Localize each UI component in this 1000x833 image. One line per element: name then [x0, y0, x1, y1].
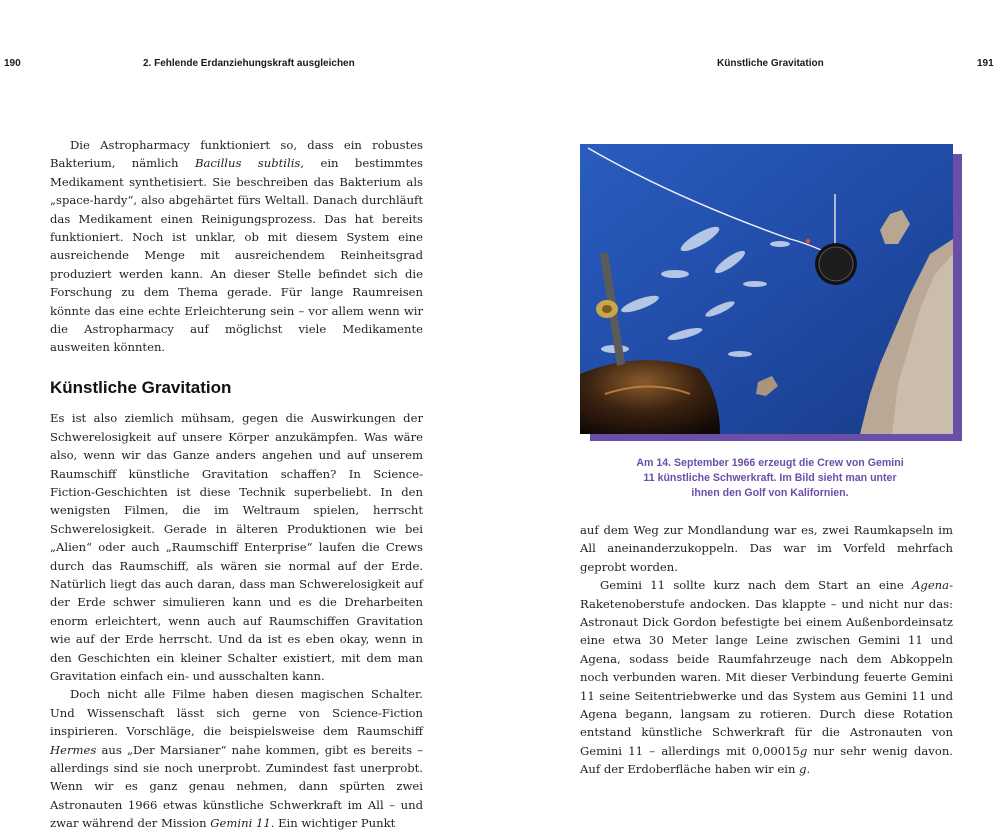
- paragraph-docking-goal: auf dem Weg zur Mondlandung war es, zwei Raumkapseln im All aneinanderzukoppeln. Das war im Vorfeld mehrfach geprobt worden.: [580, 523, 953, 574]
- paragraph-gemini-11: Gemini 11 sollte kurz nach dem Start an eine Agena-Raketenoberstufe andocken. Das klappte – und nicht nur das: Astronaut Dick Gordon befestigte bei einem Außenbordeinsatz eine etwa 30 Meter lange Leine zwischen Gemini 11 und Agena, sodass beide Raumfahrzeuge nach dem Abkoppeln noch verbunden waren. Mit dieser Verbindung feuerte Gemini 11 seine Seitentriebwerke und das System aus Gemini 11 und Agena begann, langsam zu rotieren. Durch diese Rotation entstand künstliche Schwerkraft für die Astronauten von Gemini 11 – allerdings mit 0,00015g nur sehr wenig davon. Auf der Erdoberfläche haben wir ein g.: [580, 578, 953, 777]
- paragraph-gemini-intro: Doch nicht alle Filme haben diesen magischen Schalter. Und Wissenschaft lässt sich gerne von Science-Fiction inspirieren. Vorschläge, die beispielsweise dem Raumschiff Hermes aus „Der Marsianer“ nahe kommen, gibt es bereits – allerdings sind sie noch unerprobt. Zumindest fast unerprobt. Wenn wir es ganz genau nehmen, dann spürten zwei Astronauten 1966 etwas künstliche Schwerkraft im All – und zwar während der Mission Gemini 11. Ein wichtiger Punkt: [50, 687, 423, 831]
- earth-from-orbit-icon: [580, 144, 953, 434]
- paragraph-gravitation-intro: Es ist also ziemlich mühsam, gegen die Auswirkungen der Schwerelosigkeit auf unsere Körper anzukämpfen. Was wäre also, wenn wir das Ganze anders angehen und auf unserem Raumschiff künstliche Gravitation schaffen? In Science-Fiction-Geschichten ist diese Technik superbeliebt. In den wenigsten Filmen, die im Weltraum spielen, herrscht Schwerelosigkeit. Gerade in älteren Produktionen wie bei „Alien“ oder auch „Raumschiff Enterprise“ laufen die Crews durch das Raumschiff, als wären sie normal auf der Erde. Natürlich liegt das auch daran, dass man Schwerelosigkeit auf der Erde schwer simulieren kann und es die Dreharbeiten enorm erleichtert, wenn auch auf Raumschiffen Gravitation wie auf der Erde herrscht. Und da ist es eben okay, wenn in den Geschichten ein kleiner Schalter existiert, mit dem man Gravitation einfach ein- und ausschalten kann.: [50, 411, 423, 683]
- right-column: [580, 521, 953, 779]
- left-column: [50, 136, 423, 833]
- right-page-number: 191: [977, 58, 994, 69]
- photo-caption: Am 14. September 1966 erzeugt die Crew von Gemini 11 künstliche Schwerkraft. Im Bild sieht man unter ihnen den Golf von Kalifornien.: [636, 457, 904, 499]
- right-running-title: Künstliche Gravitation: [717, 58, 824, 69]
- paragraph-astropharmacy: Die Astropharmacy funktioniert so, dass ein robustes Bakterium, nämlich Bacillus subtilis, ein bestimmtes Medikament synthetisiert. Sie beschreiben das Bakterium als „space-hardy“, also abgehärtet fürs Weltall. Danach durchläuft das Medikament einen Reinigungsprozess. Das hat bereits funktioniert. Noch ist unklar, ob mit diesem System eine ausreichende Menge mit ausreichendem Reinheitsgrad produziert werden kann. An dieser Stelle befindet sich die Forschung zu dem Thema gerade. Für lange Raumreisen könnte das eine echte Erleichterung sein – vor allem wenn wir die Astropharmacy auf möglichst viele Medikamente ausweiten könnten.: [50, 138, 423, 355]
- gemini-photo: [580, 144, 953, 434]
- left-running-title: 2. Fehlende Erdanziehungskraft ausgleichen: [143, 58, 355, 69]
- left-page-number: 190: [4, 58, 21, 69]
- section-heading: Künstliche Gravitation: [50, 377, 232, 397]
